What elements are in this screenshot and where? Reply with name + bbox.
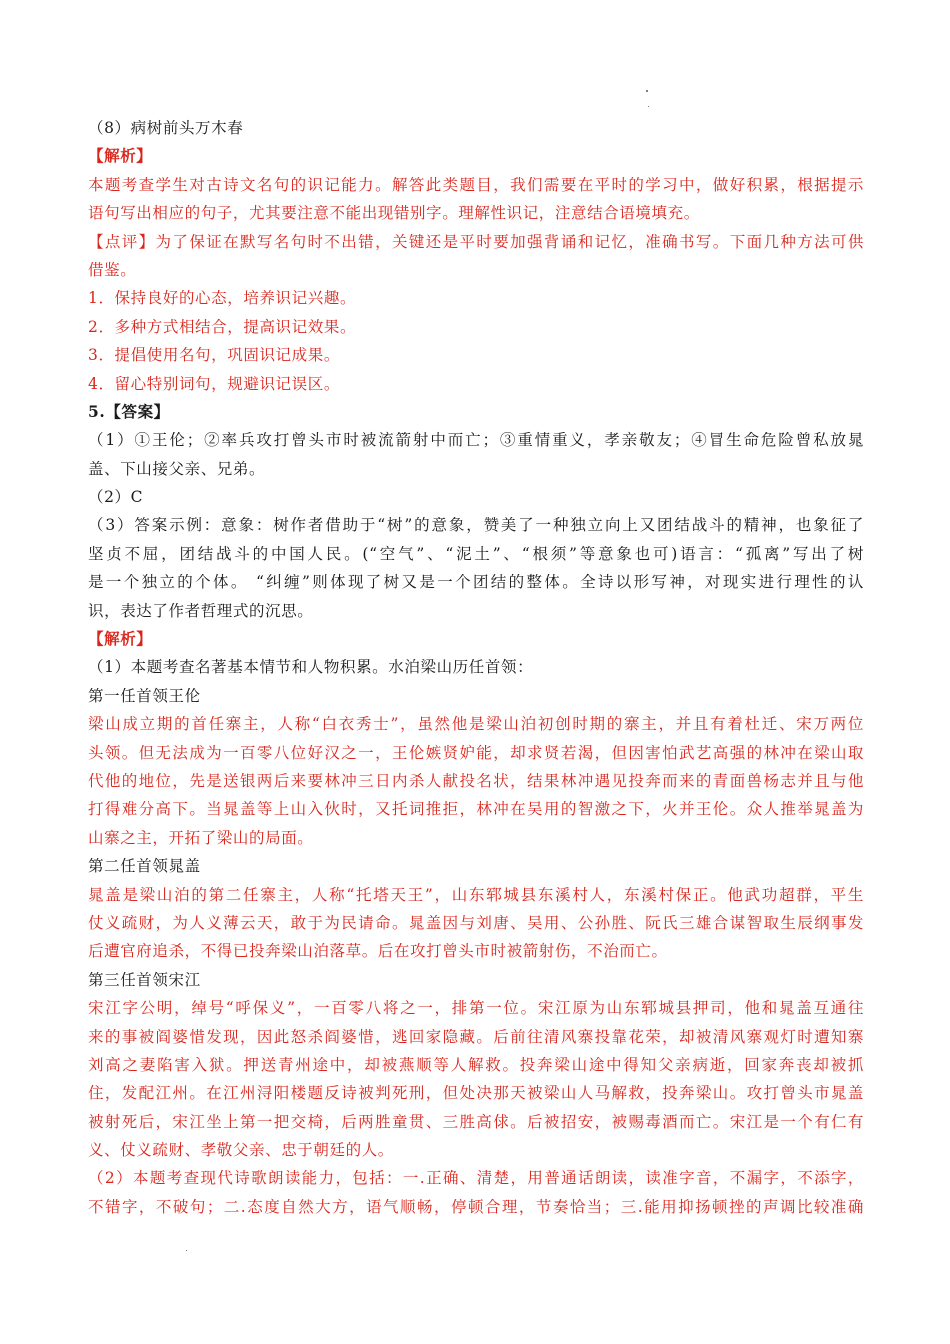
method-item-4: 4．留心特别词句，规避识记误区。 (88, 374, 340, 393)
answer-5-3-line: 坚贞不屈，团结战斗的中国人民。(“空气”、“泥土”、“根须”等意象也可)语言：“孤离”写出了树 (88, 544, 864, 563)
analysis-heading-5: 【解析】 (88, 629, 153, 649)
scan-speck-mid (648, 106, 649, 107)
scan-speck-bottom (186, 1250, 187, 1251)
answer-5-1-line: （1）①王伦；②率兵攻打曾头市时被流箭射中而亡；③重情重义，孝亲敬友；④冒生命危险曾私放晁 (88, 431, 864, 450)
leader-1-heading: 第一任首领王伦 (88, 686, 201, 705)
answer-5-3-line: 是一个独立的个体。 “纠缠”则体现了树又是一个团结的整体。全诗以形写神，对现实进行理性的认 (88, 573, 864, 592)
analysis-5-2-line: 不错字，不破句；二.态度自然大方，语气顺畅，停顿合理，节奏恰当；三.能用抑扬顿挫的声调比较准确 (88, 1197, 864, 1216)
method-item-1: 1．保持良好的心态，培养识记兴趣。 (88, 289, 357, 308)
analysis-heading: 【解析】 (88, 146, 153, 166)
leader-3-paragraph-line: 宋江字公明，绰号“呼保义”，一百零八将之一，排第一位。宋江原为山东郓城县押司，他和晁盖互通往 (88, 999, 864, 1018)
answer-5-3-line: 识，表达了作者哲理式的沉思。 (88, 601, 314, 620)
scan-speck-top (646, 90, 648, 92)
analysis-5-1-intro: （1）本题考查名著基本情节和人物积累。水泊梁山历任首领： (88, 658, 534, 677)
analysis-paragraph-line: 本题考查学生对古诗文名句的识记能力。解答此类题目，我们需要在平时的学习中，做好积累，根据提示 (88, 175, 864, 194)
method-item-3: 3．提倡使用名句，巩固识记成果。 (88, 346, 340, 365)
leader-3-paragraph-line: 住，发配江州。在江州浔阳楼题反诗被判死刑，但处决那天被梁山人马解救，投奔梁山。攻打曾头市晁盖 (88, 1084, 864, 1103)
answer-5-3-line: （3）答案示例：意象：树作者借助于“树”的意象，赞美了一种独立向上又团结战斗的精神，也象征了 (88, 516, 864, 535)
leader-3-paragraph-line: 来的事被阎婆惜发现，因此怒杀阎婆惜，逃回家隐藏。后前往清风寨投靠花荣，却被清风寨观灯时遭知寨 (88, 1027, 864, 1046)
analysis-5-2-line: （2）本题考查现代诗歌朗读能力，包括：一.正确、清楚，用普通话朗读，读准字音，不漏字，不添字， (88, 1169, 864, 1188)
leader-1-paragraph-line: 梁山成立期的首任寨主，人称“白衣秀士”，虽然他是梁山泊初创时期的寨主，并且有着杜迁、宋万两位 (88, 715, 864, 734)
answer-5-1-line: 盖、下山接父亲、兄弟。 (88, 459, 266, 478)
comment-paragraph-line: 借鉴。 (88, 260, 137, 279)
answer-line-8: （8）病树前头万木春 (88, 119, 244, 137)
document-body (88, 114, 864, 1221)
answer-heading-5: 5.【答案】 (88, 401, 170, 421)
leader-3-paragraph-line: 被射死后，宋江坐上第一把交椅，后两胜童贯、三胜高俅。后被招安，被赐毒酒而亡。宋江是一个有仁有 (88, 1112, 864, 1131)
answer-5-2: （2）C (88, 488, 144, 507)
leader-1-paragraph-line: 代他的地位，先是送银两后来要林冲三日内杀人献投名状，结果林冲遇见投奔而来的青面兽杨志并且与他 (88, 771, 864, 790)
leader-2-heading: 第二任首领晁盖 (88, 857, 201, 876)
leader-1-paragraph-line: 山寨之主，开拓了梁山的局面。 (88, 828, 314, 847)
leader-2-paragraph-line: 仗义疏财，为人义薄云天，敢于为民请命。晁盖因与刘唐、吴用、公孙胜、阮氏三雄合谋智取生辰纲事发 (88, 913, 864, 932)
method-item-2: 2．多种方式相结合，提高识记效果。 (88, 317, 357, 336)
leader-2-paragraph-line: 后遭官府追杀，不得已投奔梁山泊落草。后在攻打曾头市时被箭射伤，不治而亡。 (88, 942, 668, 961)
leader-1-paragraph-line: 打得难分高下。当晁盖等上山入伙时，又托词推拒，林冲在吴用的智激之下，火并王伦。众人推举晁盖为 (88, 800, 864, 819)
leader-3-paragraph-line: 义、仗义疏财、孝敬父亲、忠于朝廷的人。 (88, 1141, 394, 1160)
analysis-paragraph-line: 语句写出相应的句子，尤其要注意不能出现错别字。理解性识记，注意结合语境填充。 (88, 204, 700, 223)
comment-paragraph-line: 【点评】为了保证在默写名句时不出错，关键还是平时要加强背诵和记忆，准确书写。下面几种方法可供 (88, 232, 864, 251)
leader-3-paragraph-line: 刘高之妻陷害入狱。押送青州途中，却被燕顺等人解救。投奔梁山途中得知父亲病逝，回家奔丧却被抓 (88, 1055, 864, 1074)
leader-3-heading: 第三任首领宋江 (88, 970, 201, 989)
leader-2-paragraph-line: 晁盖是梁山泊的第二任寨主，人称“托塔天王”，山东郓城县东溪村人，东溪村保正。他武功超群，平生 (88, 885, 864, 904)
leader-1-paragraph-line: 头领。但无法成为一百零八位好汉之一，王伦嫉贤妒能，却求贤若渴，但因害怕武艺高强的林冲在梁山取 (88, 743, 864, 762)
